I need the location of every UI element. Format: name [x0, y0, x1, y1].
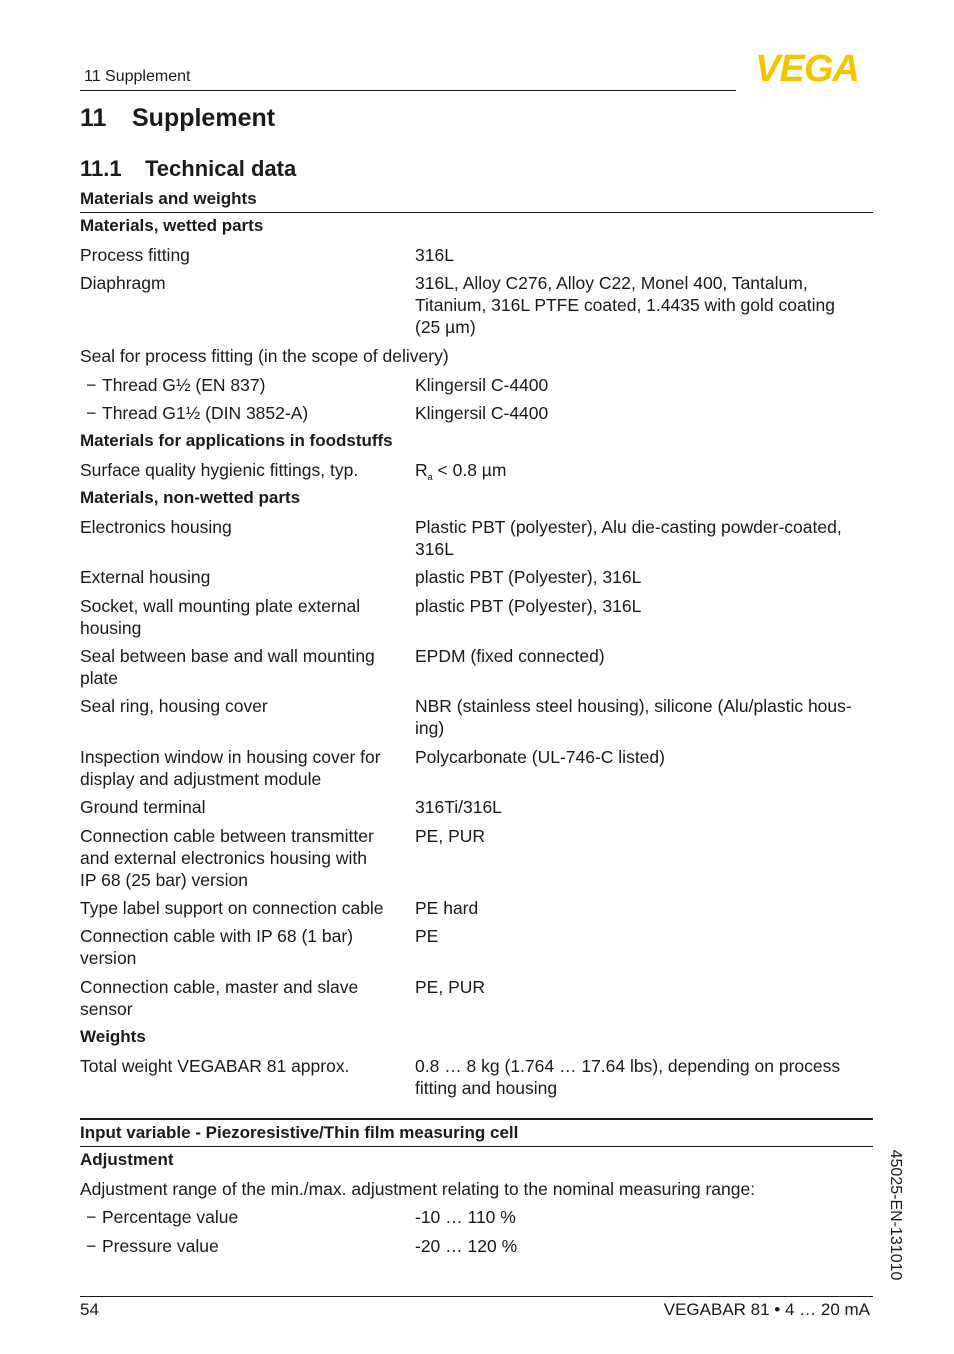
- section-number: 11.1: [80, 156, 122, 181]
- electronics-housing-label: Electronics housing: [80, 517, 232, 537]
- percentage-value: -10 … 110 %: [415, 1207, 516, 1227]
- wetted-heading: Materials, wetted parts: [80, 216, 264, 235]
- ground-value: 316Ti/316L: [415, 797, 502, 817]
- document-code-text: 45025-EN-131010: [887, 1149, 904, 1281]
- thread-g112-label: [80, 402, 405, 424]
- input-top-rule: [80, 1118, 873, 1120]
- conn-cable-label: [80, 825, 405, 891]
- label-line: plate: [80, 668, 118, 688]
- header-rule: [80, 90, 736, 91]
- list-dash: −: [86, 403, 97, 423]
- label-line: Inspection window in housing cover for: [80, 747, 381, 767]
- label-line: housing: [80, 618, 142, 638]
- list-dash: −: [86, 375, 97, 395]
- vega-logo: [740, 50, 874, 84]
- conn-master-label: [80, 976, 405, 1020]
- surface-value-rest: < 0.8 µm: [432, 460, 507, 480]
- product-name: VEGABAR 81 • 4 … 20 mA: [663, 1300, 870, 1319]
- thread-g112-text: Thread G1½ (DIN 3852-A): [102, 403, 309, 423]
- seal-ring-label: Seal ring, housing cover: [80, 696, 268, 716]
- percentage-label: [80, 1206, 405, 1228]
- input-heading: Input variable - Piezoresistive/Thin film measuring cell: [80, 1123, 519, 1142]
- materials-rule: [80, 212, 873, 213]
- diaphragm-value-line: (25 µm): [415, 317, 476, 337]
- label-line: IP 68 (25 bar) version: [80, 870, 248, 890]
- surface-value: [415, 459, 870, 488]
- value-line: NBR (stainless steel housing), silicone (Alu/plastic hous-: [415, 696, 852, 716]
- pressure-text: Pressure value: [102, 1236, 219, 1256]
- ground-label: Ground terminal: [80, 797, 206, 817]
- chapter-title: Supplement: [132, 104, 276, 132]
- conn-master-value: PE, PUR: [415, 977, 486, 997]
- chapter-heading: [80, 104, 275, 133]
- percentage-text: Percentage value: [102, 1207, 239, 1227]
- seal-ring-value: [415, 695, 870, 739]
- adjustment-heading: Adjustment: [80, 1150, 174, 1169]
- diaphragm-value: [415, 272, 870, 338]
- label-line: sensor: [80, 999, 133, 1019]
- diaphragm-label: Diaphragm: [80, 273, 166, 293]
- thread-g12-text: Thread G½ (EN 837): [102, 375, 266, 395]
- list-dash: −: [86, 1207, 97, 1227]
- socket-label: [80, 595, 405, 639]
- label-line: version: [80, 948, 137, 968]
- label-line: display and adjustment module: [80, 769, 322, 789]
- electronics-housing-value: [415, 516, 870, 560]
- running-header: 11 Supplement: [84, 68, 191, 85]
- diaphragm-value-line: 316L, Alloy C276, Alloy C22, Monel 400, Tantalum,: [415, 273, 808, 293]
- conn-cable-value: PE, PUR: [415, 826, 486, 846]
- conn-ip68-value: PE: [415, 926, 439, 946]
- label-line: Connection cable between transmitter: [80, 826, 374, 846]
- process-fitting-value: 316L: [415, 245, 454, 265]
- label-line: Connection cable with IP 68 (1 bar): [80, 926, 354, 946]
- label-line: Socket, wall mounting plate external: [80, 596, 361, 616]
- materials-heading: Materials and weights: [80, 189, 257, 208]
- food-heading: Materials for applications in foodstuffs: [80, 431, 393, 450]
- conn-ip68-label: [80, 925, 405, 969]
- weights-heading: Weights: [80, 1027, 146, 1046]
- total-weight-label: Total weight VEGABAR 81 approx.: [80, 1056, 350, 1076]
- process-fitting-label: Process fitting: [80, 245, 190, 265]
- label-line: Seal between base and wall mounting: [80, 646, 375, 666]
- seal-base-label: [80, 645, 405, 689]
- chapter-number: 11: [80, 104, 107, 132]
- section-heading: [80, 156, 296, 182]
- inspection-value: Polycarbonate (UL-746-C listed): [415, 747, 665, 767]
- external-housing-label: External housing: [80, 567, 211, 587]
- surface-value-sub: a: [427, 472, 433, 482]
- value-line: 0.8 … 8 kg (1.764 … 17.64 lbs), depending on process: [415, 1056, 841, 1076]
- value-line: ing): [415, 718, 445, 738]
- logo-text: VEGA: [755, 50, 859, 84]
- value-line: 316L: [415, 539, 454, 559]
- list-dash: −: [86, 1236, 97, 1256]
- label-line: and external electronics housing with: [80, 848, 367, 868]
- nonwetted-heading: Materials, non-wetted parts: [80, 488, 301, 507]
- inspection-label: [80, 746, 405, 790]
- diaphragm-value-line: Titanium, 316L PTFE coated, 1.4435 with gold coating: [415, 295, 835, 315]
- value-line: Plastic PBT (polyester), Alu die-casting powder-coated,: [415, 517, 842, 537]
- type-label-value: PE hard: [415, 898, 479, 918]
- thread-g112-value: Klingersil C-4400: [415, 403, 549, 423]
- surface-value-r: R: [415, 460, 428, 480]
- pressure-value: -20 … 120 %: [415, 1236, 518, 1256]
- thread-g12-label: [80, 374, 405, 396]
- seal-title: Seal for process fitting (in the scope of delivery): [80, 346, 449, 366]
- type-label-label: Type label support on connection cable: [80, 898, 384, 918]
- label-line: Connection cable, master and slave: [80, 977, 359, 997]
- total-weight-value: [415, 1055, 870, 1099]
- page-number: 54: [80, 1300, 99, 1319]
- thread-g12-value: Klingersil C-4400: [415, 375, 549, 395]
- surface-label: Surface quality hygienic fittings, typ.: [80, 460, 359, 480]
- section-title: Technical data: [145, 156, 297, 181]
- input-rule: [80, 1146, 873, 1147]
- adjustment-text: Adjustment range of the min./max. adjustment relating to the nominal measuring range:: [80, 1179, 756, 1199]
- socket-value: plastic PBT (Polyester), 316L: [415, 596, 642, 616]
- footer-rule: [80, 1296, 873, 1297]
- seal-base-value: EPDM (fixed connected): [415, 646, 605, 666]
- external-housing-value: plastic PBT (Polyester), 316L: [415, 567, 642, 587]
- pressure-label: [80, 1235, 405, 1257]
- document-code: [884, 1140, 906, 1290]
- value-line: fitting and housing: [415, 1078, 558, 1098]
